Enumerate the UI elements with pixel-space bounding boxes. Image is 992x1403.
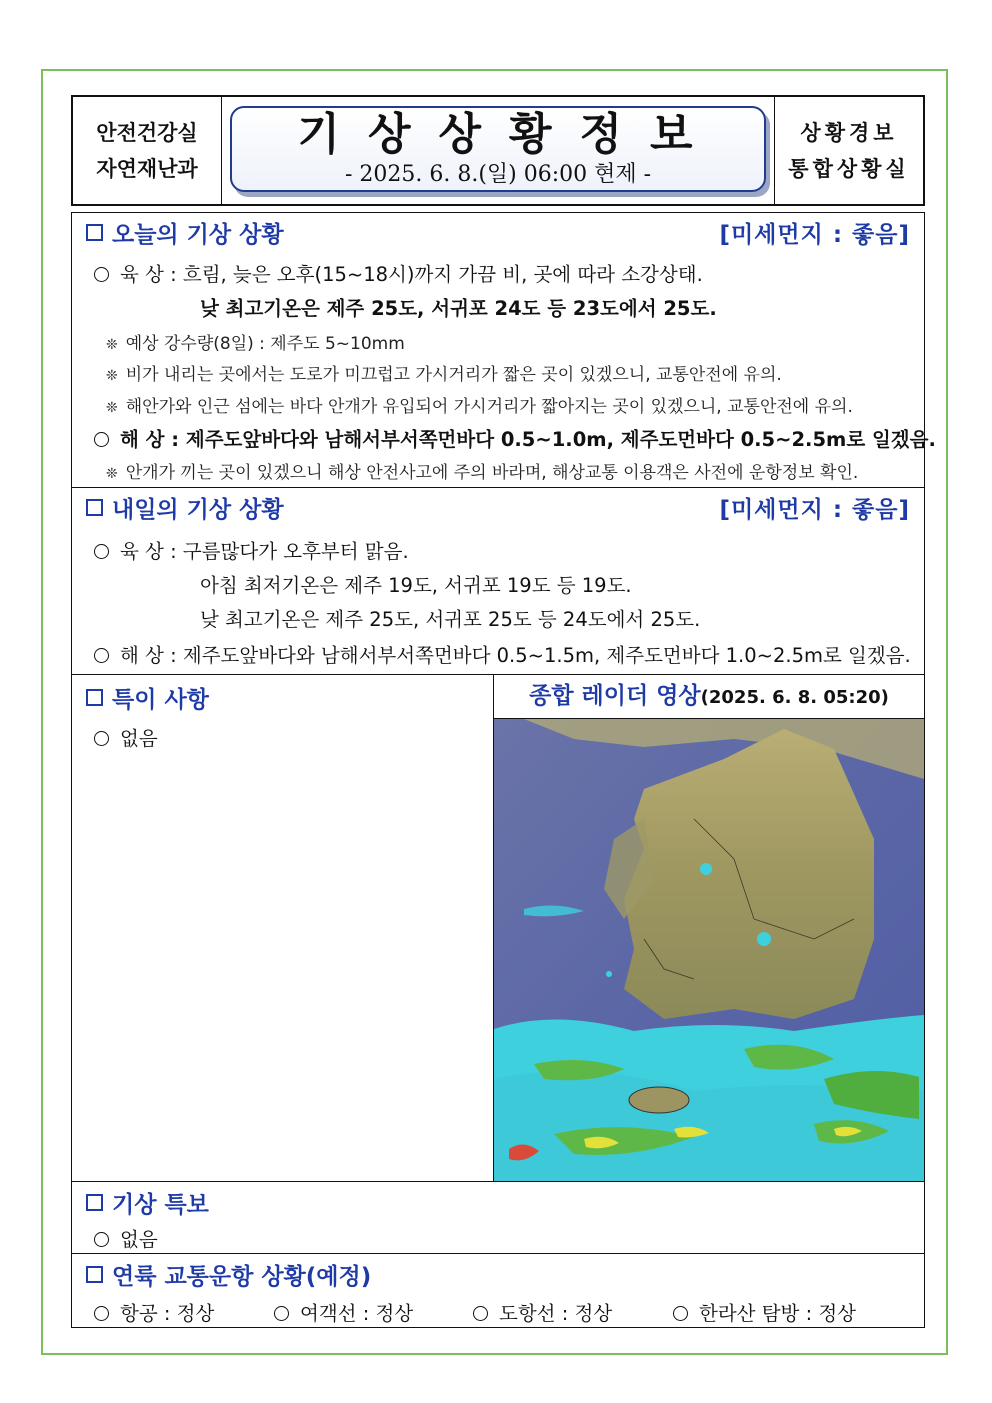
today-note-rain (106, 329, 405, 354)
today-heading (86, 216, 284, 249)
note-mark-icon: ❊ (106, 400, 118, 416)
circle-bullet-icon (274, 1306, 289, 1321)
tomorrow-land-text-2: 아침 최저기온은 제주 19도, 서귀포 19도 등 19도. (200, 574, 632, 597)
traffic-heading (86, 1258, 371, 1291)
traffic-ferry-text: 여객선 : 정상 (300, 1302, 414, 1325)
special-title: 특이 사항 (112, 687, 209, 713)
traffic-air-text: 항공 : 정상 (120, 1302, 215, 1325)
office-label (774, 97, 923, 204)
tomorrow-sea-text: 제주도앞바다와 남해서부서쪽먼바다 0.5~1.5m, 제주도먼바다 1.0~2.5m로 일겠음. (182, 644, 911, 667)
radar-image (494, 719, 924, 1181)
tomorrow-heading (86, 491, 284, 524)
document-title: 기상상황정보 (297, 109, 721, 160)
tomorrow-sea-label: 해 상 : (120, 644, 177, 667)
warning-item (94, 1224, 158, 1252)
today-note-road (106, 360, 782, 385)
checkbox-square-icon (86, 224, 103, 241)
today-note-rain-text: 예상 강수량(8일) : 제주도 5~10mm (125, 334, 405, 354)
traffic-title: 연륙 교통운항 상황(예정) (112, 1264, 372, 1290)
warning-title: 기상 특보 (112, 1192, 209, 1218)
today-title: 오늘의 기상 상황 (112, 222, 284, 248)
tomorrow-sea-line (94, 640, 911, 668)
radar-title: 종합 레이더 영상 (529, 683, 701, 709)
circle-bullet-icon (94, 731, 109, 746)
today-land-label: 육 상 : (120, 263, 177, 286)
title-area (222, 97, 774, 204)
special-item-text: 없음 (120, 727, 158, 750)
today-dust-status: [미세먼지 : 좋음] (719, 222, 910, 248)
today-land-text-1: 흐림, 늦은 오후(15~18시)까지 가끔 비, 곳에 따라 소강상태. (182, 263, 703, 286)
title-box (230, 106, 766, 192)
today-sea-line (94, 424, 936, 452)
traffic-island-ferry-text: 도항선 : 정상 (499, 1302, 613, 1325)
circle-bullet-icon (673, 1306, 688, 1321)
today-land-text-2: 낮 최고기온은 제주 25도, 서귀포 24도 등 23도에서 25도. (200, 297, 717, 320)
traffic-section (71, 1253, 925, 1328)
tomorrow-land-text-3: 낮 최고기온은 제주 25도, 서귀포 25도 등 24도에서 25도. (200, 608, 701, 631)
tomorrow-dust-status: [미세먼지 : 좋음] (719, 497, 910, 523)
traffic-hallasan-text: 한라산 탐방 : 정상 (699, 1302, 857, 1325)
today-note-sea-text: 안개가 끼는 곳이 있겠으니 해상 안전사고에 주의 바라며, 해상교통 이용객은 사전에 운항정보 확인. (125, 463, 859, 483)
today-note-road-text: 비가 내리는 곳에서는 도로가 미끄럽고 가시거리가 짧은 곳이 있겠으니, 교통안전에 유의. (125, 365, 782, 385)
circle-bullet-icon (94, 1306, 109, 1321)
today-sea-text: 제주도앞바다와 남해서부서쪽먼바다 0.5~1.0m, 제주도먼바다 0.5~2.5m로 일겠음. (185, 428, 936, 451)
traffic-item-island-ferry (473, 1298, 612, 1326)
checkbox-square-icon (86, 499, 103, 516)
note-mark-icon: ❊ (106, 337, 118, 353)
today-weather-section (71, 212, 936, 488)
circle-bullet-icon (94, 544, 109, 559)
radar-map-graphic (494, 719, 924, 1181)
weather-warning-section (71, 1181, 925, 1254)
special-radar-section (71, 674, 925, 1182)
department-label (73, 97, 222, 204)
tomorrow-land-text-1: 구름많다가 오후부터 맑음. (182, 540, 409, 563)
note-mark-icon: ❊ (106, 368, 118, 384)
traffic-item-ferry (274, 1298, 413, 1326)
checkbox-square-icon (86, 1194, 103, 1211)
warning-heading (86, 1186, 209, 1219)
tomorrow-title: 내일의 기상 상황 (112, 497, 284, 523)
today-land-line (94, 259, 703, 287)
traffic-item-hallasan (673, 1298, 856, 1326)
department-line-1: 안전건강실 (96, 120, 198, 145)
tomorrow-land-label: 육 상 : (120, 540, 177, 563)
today-note-fog-text: 해안가와 인근 섬에는 바다 안개가 유입되어 가시거리가 짧아지는 곳이 있겠으니, 교통안전에 유의. (125, 397, 853, 417)
checkbox-square-icon (86, 689, 103, 706)
traffic-item-air (94, 1298, 214, 1326)
checkbox-square-icon (86, 1266, 103, 1283)
tomorrow-weather-section (71, 487, 925, 675)
radar-header (494, 675, 924, 719)
note-mark-icon: ❊ (106, 466, 118, 482)
office-line-1: 상황경보 (800, 120, 898, 145)
circle-bullet-icon (94, 432, 109, 447)
circle-bullet-icon (473, 1306, 488, 1321)
today-sea-label: 해 상 : (120, 428, 180, 451)
warning-item-text: 없음 (120, 1228, 158, 1251)
radar-timestamp: (2025. 6. 8. 05:20) (700, 687, 889, 708)
special-item (94, 723, 158, 751)
office-line-2: 통합상황실 (788, 156, 910, 181)
circle-bullet-icon (94, 648, 109, 663)
department-line-2: 자연재난과 (96, 156, 198, 181)
today-note-sea (106, 458, 858, 483)
document-header (71, 95, 925, 206)
today-note-fog (106, 392, 853, 417)
circle-bullet-icon (94, 267, 109, 282)
special-heading (86, 681, 209, 714)
tomorrow-land-line (94, 536, 409, 564)
circle-bullet-icon (94, 1232, 109, 1247)
document-date: - 2025. 6. 8.(일) 06:00 현제 - (344, 162, 652, 187)
